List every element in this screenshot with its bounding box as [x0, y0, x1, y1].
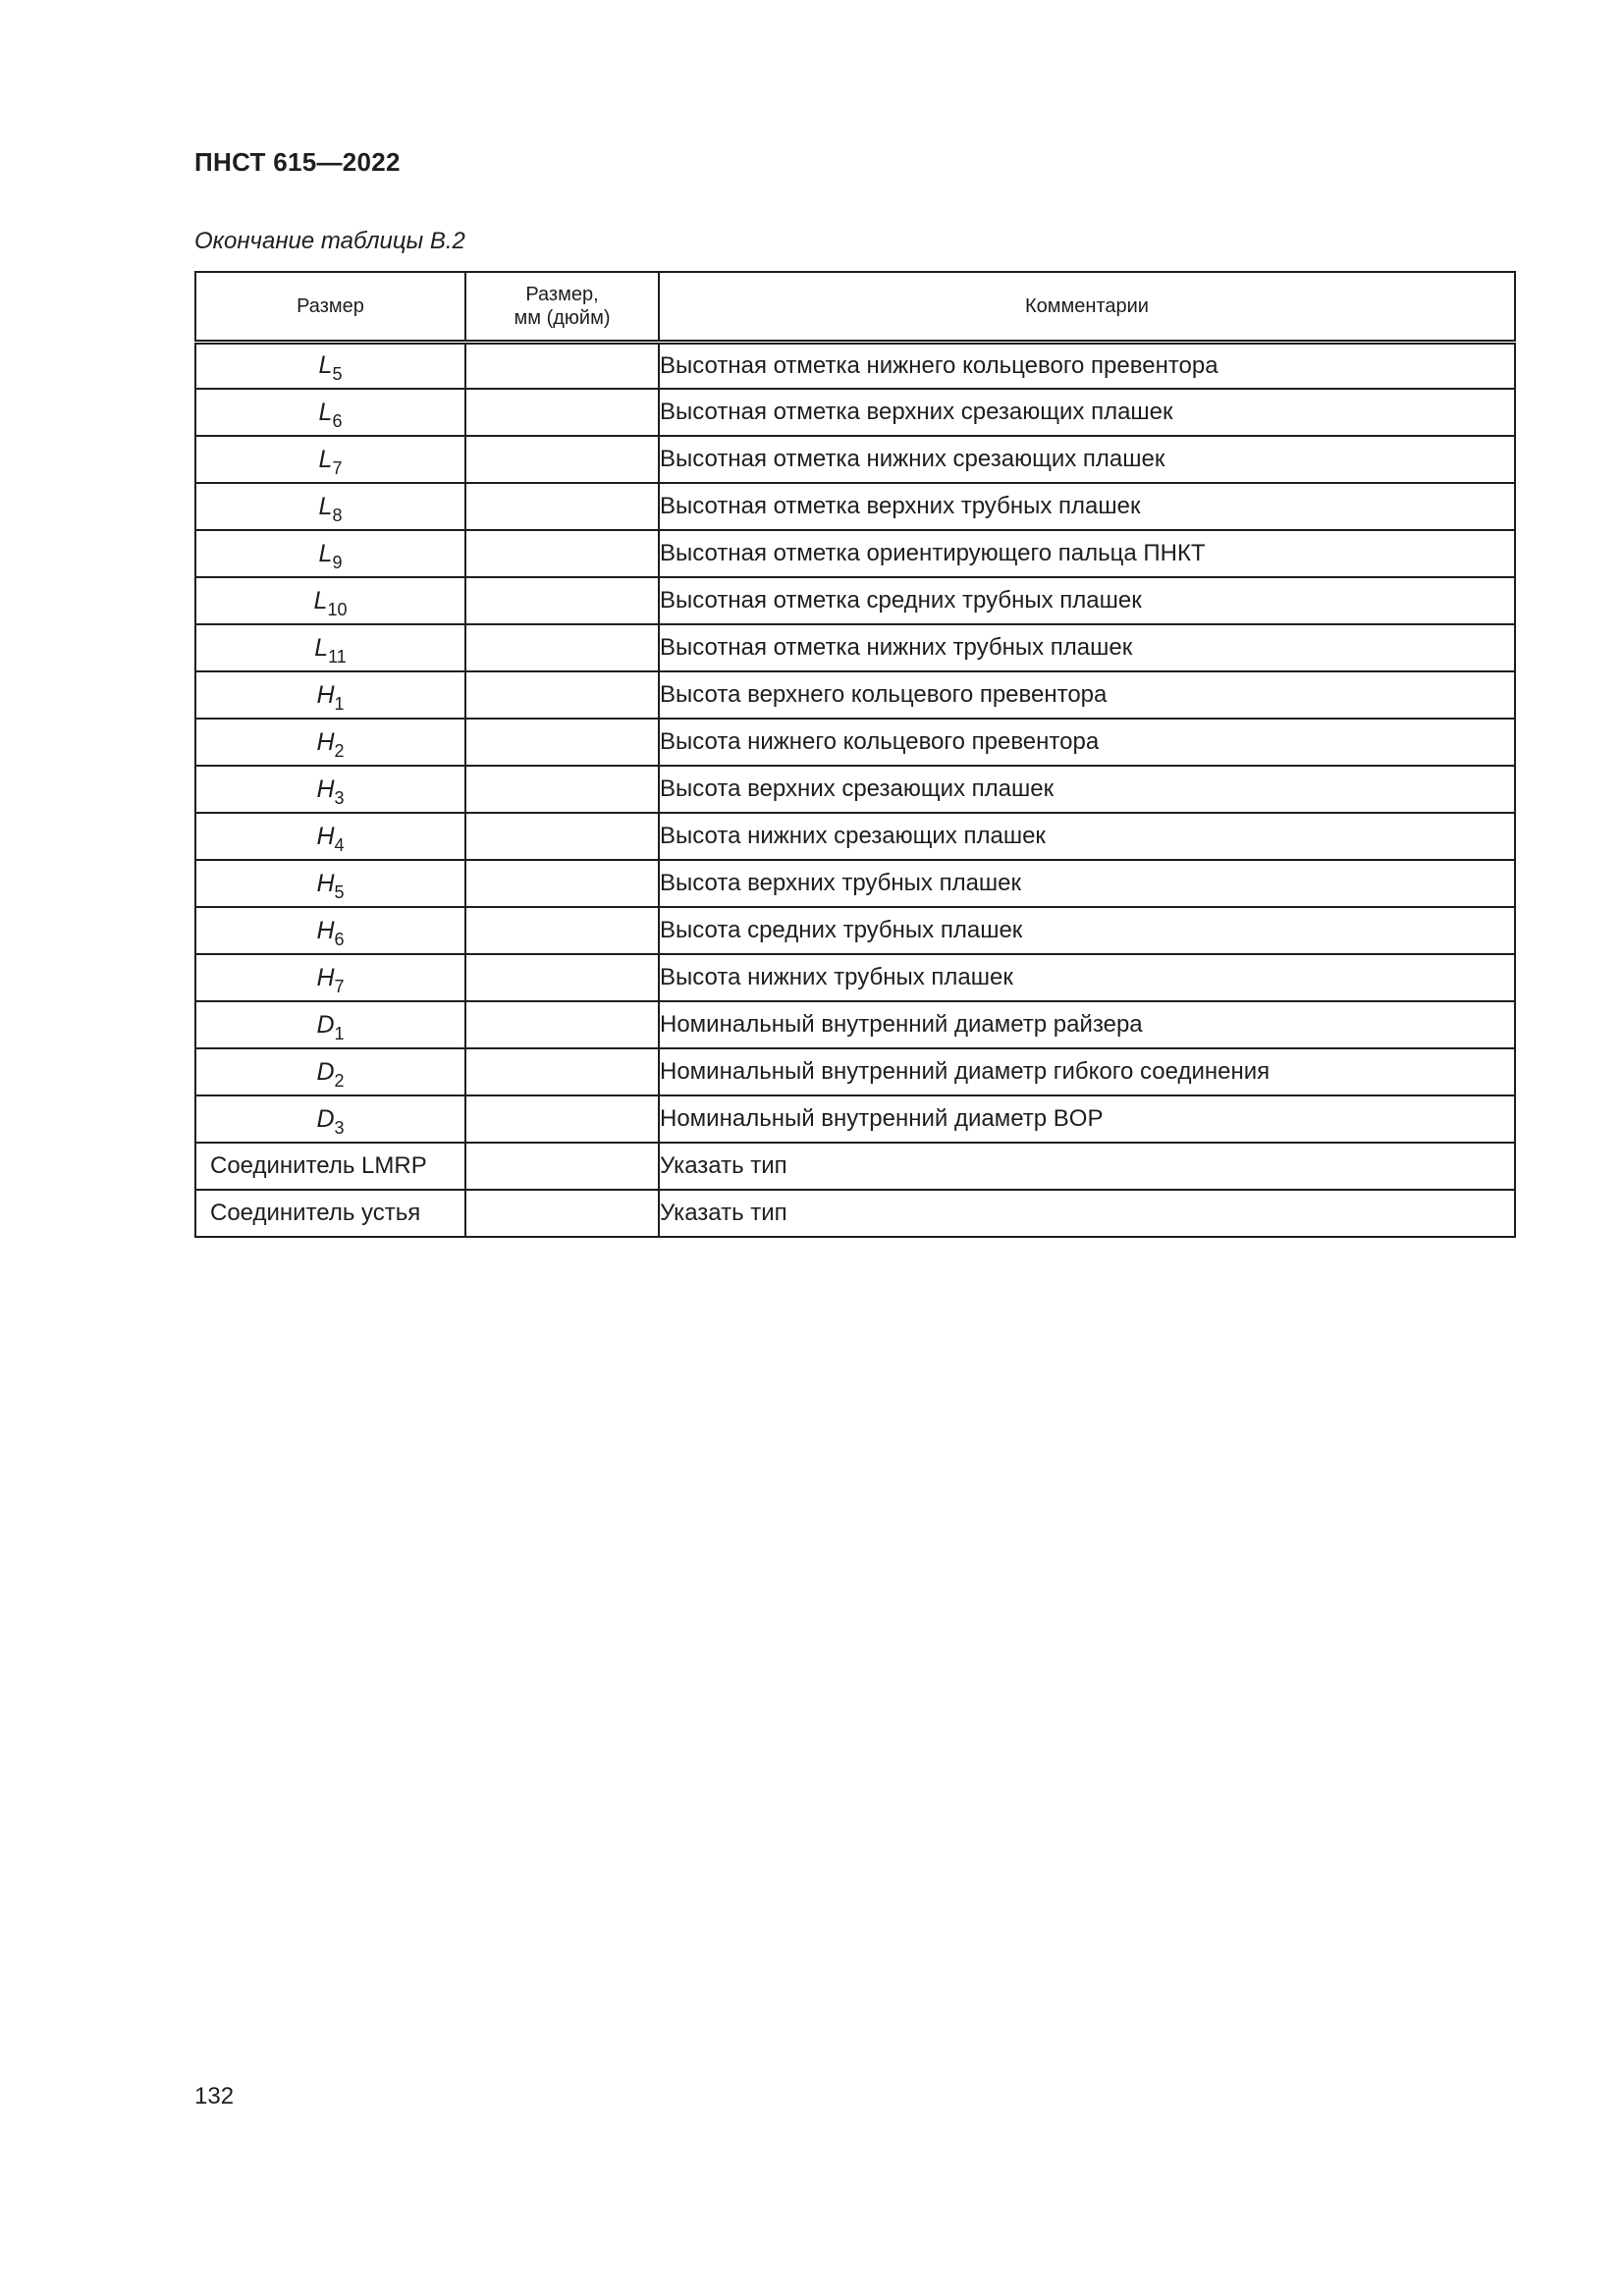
cell-size-mm [465, 1048, 659, 1095]
cell-size-mm [465, 671, 659, 719]
cell-comment: Высота нижних срезающих плашек [659, 813, 1515, 860]
page-number: 132 [194, 2083, 235, 2109]
cell-size-mm [465, 1095, 659, 1143]
size-subscript: 2 [334, 740, 345, 761]
table-row [195, 1190, 1515, 1237]
size-subscript: 6 [334, 929, 345, 949]
table-row [195, 1001, 1515, 1048]
size-subscript: 5 [332, 364, 343, 385]
cell-size [195, 483, 465, 530]
cell-size-mm [465, 389, 659, 436]
table-row [195, 342, 1515, 389]
size-subscript: 6 [332, 410, 343, 431]
cell-size: Соединитель LMRP [195, 1143, 465, 1190]
table-row [195, 1143, 1515, 1190]
cell-size-mm [465, 1143, 659, 1190]
size-subscript: 9 [332, 552, 343, 572]
size-symbol: L [313, 586, 328, 614]
table-row [195, 766, 1515, 813]
cell-comment: Номинальный внутренний диаметр BOP [659, 1095, 1515, 1143]
size-subscript: 4 [334, 834, 345, 855]
size-symbol: L [318, 445, 333, 473]
table-header-row [195, 272, 1515, 342]
cell-size-mm [465, 813, 659, 860]
size-subscript: 7 [332, 457, 343, 478]
size-symbol: H [316, 822, 335, 850]
table-row [195, 813, 1515, 860]
cell-size-mm [465, 436, 659, 483]
size-symbol: L [318, 351, 333, 380]
cell-comment: Номинальный внутренний диаметр райзера [659, 1001, 1515, 1048]
table-row [195, 436, 1515, 483]
table-row [195, 389, 1515, 436]
size-subscript: 5 [334, 881, 345, 902]
cell-comment: Высотная отметка нижнего кольцевого превентора [659, 342, 1515, 389]
cell-comment: Указать тип [659, 1143, 1515, 1190]
table-row [195, 954, 1515, 1001]
cell-comment: Высота нижних трубных плашек [659, 954, 1515, 1001]
size-symbol: H [316, 727, 335, 756]
cell-size [195, 1048, 465, 1095]
cell-size-mm [465, 1001, 659, 1048]
size-symbol: L [318, 398, 333, 426]
size-symbol: L [314, 633, 329, 662]
cell-size-mm [465, 766, 659, 813]
size-symbol: H [316, 916, 335, 944]
cell-comment: Указать тип [659, 1190, 1515, 1237]
cell-comment: Высота верхнего кольцевого превентора [659, 671, 1515, 719]
size-symbol: D [316, 1104, 335, 1133]
table-caption: Окончание таблицы В.2 [194, 228, 465, 254]
table-row [195, 530, 1515, 577]
cell-size [195, 719, 465, 766]
table-row [195, 483, 1515, 530]
cell-size-mm [465, 577, 659, 624]
cell-size-mm [465, 954, 659, 1001]
size-subscript: 2 [334, 1070, 345, 1091]
cell-comment: Высотная отметка верхних срезающих плашек [659, 389, 1515, 436]
cell-comment: Высота нижнего кольцевого превентора [659, 719, 1515, 766]
size-symbol: H [316, 963, 335, 991]
cell-size-mm [465, 483, 659, 530]
document-code: ПНСТ 615—2022 [194, 147, 401, 177]
cell-size [195, 436, 465, 483]
specification-table [194, 271, 1516, 1238]
size-subscript: 7 [334, 976, 345, 996]
cell-size [195, 342, 465, 389]
cell-comment: Высота верхних срезающих плашек [659, 766, 1515, 813]
size-subscript: 3 [334, 787, 345, 808]
size-subscript: 10 [327, 599, 348, 619]
size-symbol: L [318, 492, 333, 520]
cell-comment: Номинальный внутренний диаметр гибкого соединения [659, 1048, 1515, 1095]
cell-comment: Высотная отметка средних трубных плашек [659, 577, 1515, 624]
cell-size [195, 530, 465, 577]
table-body [195, 342, 1515, 1237]
cell-comment: Высота средних трубных плашек [659, 907, 1515, 954]
cell-size [195, 1095, 465, 1143]
cell-size [195, 1001, 465, 1048]
size-subscript: 1 [334, 693, 345, 714]
cell-size [195, 389, 465, 436]
size-symbol: D [316, 1010, 335, 1039]
cell-size-mm [465, 907, 659, 954]
table-row [195, 1048, 1515, 1095]
header-size-mm-line2: мм (дюйм) [514, 306, 611, 329]
cell-comment: Высотная отметка ориентирующего пальца ПНКТ [659, 530, 1515, 577]
table-row [195, 860, 1515, 907]
header-comments: Комментарии [659, 272, 1515, 342]
size-symbol: H [316, 680, 335, 709]
cell-size [195, 813, 465, 860]
cell-size-mm [465, 342, 659, 389]
size-subscript: 8 [332, 505, 343, 525]
cell-size-mm [465, 624, 659, 671]
table-row [195, 719, 1515, 766]
table-row [195, 624, 1515, 671]
size-symbol: H [316, 869, 335, 897]
table-row [195, 671, 1515, 719]
cell-size [195, 766, 465, 813]
cell-size: Соединитель устья [195, 1190, 465, 1237]
cell-size [195, 577, 465, 624]
size-symbol: H [316, 774, 335, 803]
cell-size [195, 671, 465, 719]
cell-size [195, 907, 465, 954]
cell-size-mm [465, 860, 659, 907]
cell-size-mm [465, 530, 659, 577]
cell-size [195, 624, 465, 671]
cell-comment: Высотная отметка верхних трубных плашек [659, 483, 1515, 530]
table-row [195, 577, 1515, 624]
cell-comment: Высотная отметка нижних трубных плашек [659, 624, 1515, 671]
size-subscript: 1 [334, 1023, 345, 1043]
size-symbol: D [316, 1057, 335, 1086]
table-row [195, 907, 1515, 954]
header-size-mm [465, 272, 659, 342]
cell-size [195, 860, 465, 907]
header-size-mm-line1: Размер, [525, 283, 599, 305]
size-subscript: 3 [334, 1117, 345, 1138]
header-size: Размер [195, 272, 465, 342]
cell-size-mm [465, 719, 659, 766]
table-row [195, 1095, 1515, 1143]
cell-comment: Высотная отметка нижних срезающих плашек [659, 436, 1515, 483]
cell-size-mm [465, 1190, 659, 1237]
size-subscript: 11 [328, 646, 347, 667]
size-symbol: L [318, 539, 333, 567]
cell-size [195, 954, 465, 1001]
cell-comment: Высота верхних трубных плашек [659, 860, 1515, 907]
